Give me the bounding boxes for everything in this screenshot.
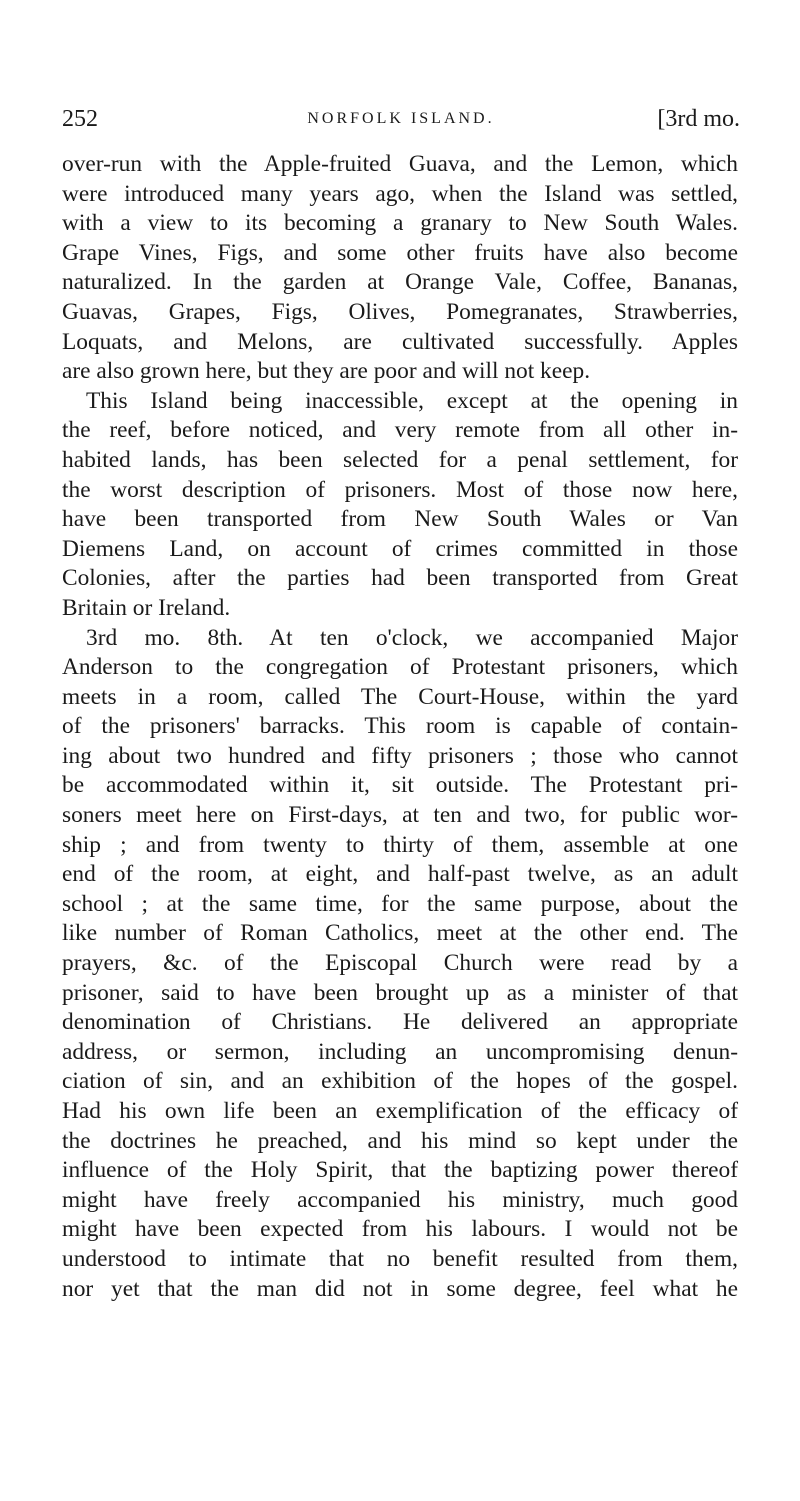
text-line: the worst description of prisoners. Most of those now here, <box>62 476 738 503</box>
text-line: like number of Roman Catholics, meet at the other end. The <box>62 920 738 947</box>
text-line: soners meet here on First-days, at ten and two, for public wor- <box>62 802 738 829</box>
text-line: the reef, before noticed, and very remote from all other in- <box>62 417 738 444</box>
running-title: NORFOLK ISLAND. <box>307 110 495 127</box>
text-line: might have freely accompanied his ministry, much good <box>62 1186 738 1213</box>
text-line: meets in a room, called The Court-House, within the yard <box>62 683 738 710</box>
paragraph <box>62 624 738 1305</box>
text-line: denomination of Christians. He delivered an appropriate <box>62 1009 738 1036</box>
page-number: 252 <box>62 106 98 132</box>
text-line: nor yet that the man did not in some degree, feel what he <box>62 1275 738 1302</box>
text-line: Diemens Land, on account of crimes committed in those <box>62 535 738 562</box>
text-line: Grape Vines, Figs, and some other fruits have also become <box>62 239 738 266</box>
text-line: over-run with the Apple-fruited Guava, and the Lemon, which <box>62 151 738 177</box>
text-line: of the prisoners' barracks. This room is capable of contain- <box>62 713 738 740</box>
text-line: This Island being inaccessible, except at the opening in <box>86 387 738 414</box>
text-line: address, or sermon, including an uncompromising denun- <box>62 1038 738 1065</box>
text-line: have been transported from New South Wales or Van <box>62 506 738 533</box>
text-line: Colonies, after the parties had been transported from Great <box>62 565 738 592</box>
text-line: school ; at the same time, for the same purpose, about the <box>62 890 738 917</box>
text-line: Had his own life been an exemplification of the efficacy of <box>62 1098 738 1124</box>
text-line: prisoner, said to have been brought up as a minister of that <box>62 979 738 1006</box>
text-line: influence of the Holy Spirit, that the baptizing power thereof <box>62 1157 738 1184</box>
text-line: be accommodated within it, sit outside. The Protestant pri- <box>62 772 738 799</box>
text-line: might have been expected from his labours. I would not be <box>62 1216 738 1243</box>
running-section: [3rd mo. <box>657 106 740 132</box>
running-header <box>62 106 740 136</box>
text-line: habited lands, has been selected for a penal settlement, for <box>62 446 738 473</box>
text-line: understood to intimate that no benefit resulted from them, <box>62 1245 738 1272</box>
text-line: end of the room, at eight, and half-past twelve, as an adult <box>62 861 738 888</box>
paragraph <box>62 150 738 387</box>
text-line: ing about two hundred and fifty prisoners ; those who cannot <box>62 742 738 769</box>
text-line: are also grown here, but they are poor and will not keep. <box>62 358 591 385</box>
text-line: 3rd mo. 8th. At ten o'clock, we accompanied Major <box>86 624 738 651</box>
text-line: Anderson to the congregation of Protestant prisoners, which <box>62 654 738 681</box>
text-line: with a view to its becoming a granary to New South Wales. <box>62 210 738 237</box>
body-text <box>62 150 738 1304</box>
text-line: the doctrines he preached, and his mind so kept under the <box>62 1127 738 1154</box>
text-line: ship ; and from twenty to thirty of them, assemble at one <box>62 831 738 858</box>
text-line: were introduced many years ago, when the Island was settled, <box>62 180 738 207</box>
text-line: prayers, &c. of the Episcopal Church were read by a <box>62 950 738 977</box>
text-line: Guavas, Grapes, Figs, Olives, Pomegranates, Strawberries, <box>62 298 738 325</box>
paragraph <box>62 387 738 624</box>
text-line: ciation of sin, and an exhibition of the hopes of the gospel. <box>62 1068 738 1095</box>
text-line: Loquats, and Melons, are cultivated successfully. Apples <box>62 328 738 355</box>
text-line: naturalized. In the garden at Orange Vale, Coffee, Bananas, <box>62 269 738 296</box>
text-line: Britain or Ireland. <box>62 594 231 621</box>
